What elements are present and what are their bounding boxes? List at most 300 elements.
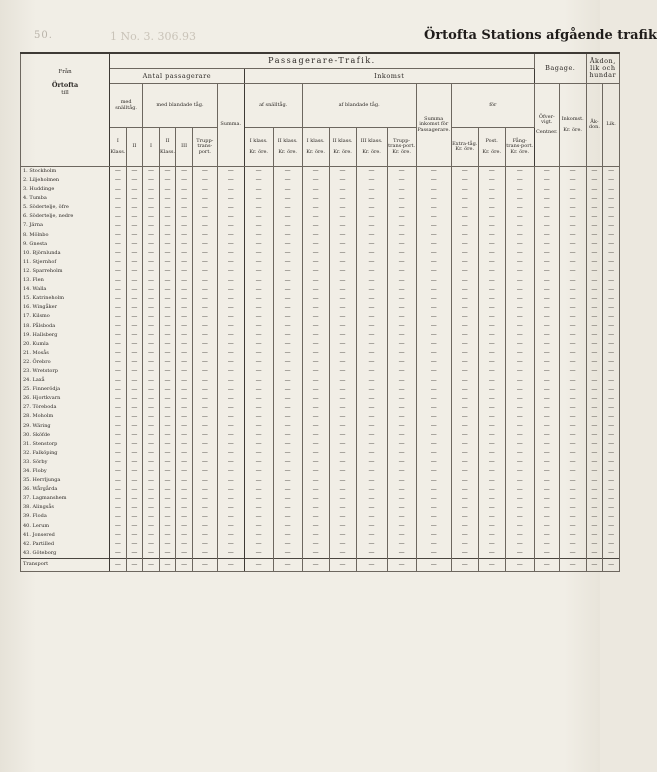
empty-cell-dash: — (387, 549, 416, 559)
empty-cell-dash: — (534, 349, 559, 358)
empty-cell-dash: — (451, 240, 478, 249)
empty-cell-dash: — (143, 531, 160, 540)
empty-cell-dash: — (451, 476, 478, 485)
empty-cell-dash: — (159, 249, 176, 258)
empty-cell-dash: — (559, 194, 586, 203)
passenger-traffic-header: Passagerare-Trafik. (110, 53, 535, 69)
empty-cell-dash: — (356, 222, 387, 231)
empty-cell-dash: — (126, 494, 143, 503)
empty-cell-dash: — (126, 540, 143, 549)
empty-cell-dash: — (478, 458, 505, 467)
empty-cell-dash: — (559, 467, 586, 476)
empty-cell-dash: — (586, 376, 603, 385)
empty-cell-dash: — (302, 531, 329, 540)
empty-cell-dash: — (126, 422, 143, 431)
empty-cell-dash: — (302, 294, 329, 303)
empty-cell-dash: — (416, 303, 451, 312)
empty-cell-dash: — (505, 440, 534, 449)
mixed-class-II: II Klass. (159, 128, 176, 167)
empty-cell-dash: — (387, 476, 416, 485)
empty-cell-dash: — (302, 313, 329, 322)
empty-cell-dash: — (217, 385, 244, 394)
empty-cell-dash: — (110, 394, 127, 403)
station-name: 2. Liljeholmen (21, 176, 110, 185)
empty-cell-dash: — (387, 167, 416, 177)
empty-cell-dash: — (451, 285, 478, 294)
empty-cell-dash: — (478, 322, 505, 331)
empty-cell-dash: — (302, 358, 329, 367)
page-number: 50. (34, 30, 53, 41)
empty-cell-dash: — (451, 313, 478, 322)
empty-cell-dash: — (559, 258, 586, 267)
empty-cell-dash: — (244, 349, 273, 358)
empty-cell-dash: — (505, 458, 534, 467)
empty-cell-dash: — (143, 340, 160, 349)
empty-cell-dash: — (356, 249, 387, 258)
empty-cell-dash: — (176, 176, 193, 185)
table-row (21, 167, 620, 177)
empty-cell-dash: — (478, 403, 505, 412)
empty-cell-dash: — (244, 494, 273, 503)
empty-cell-dash: — (387, 449, 416, 458)
empty-cell-dash: — (217, 285, 244, 294)
empty-cell-dash: — (586, 331, 603, 340)
empty-cell-dash: — (110, 531, 127, 540)
empty-cell-dash: — (586, 294, 603, 303)
empty-cell-dash: — (110, 231, 127, 240)
empty-cell-dash: — (176, 531, 193, 540)
empty-cell-dash: — (302, 403, 329, 412)
empty-cell-dash: — (559, 276, 586, 285)
empty-cell-dash: — (159, 194, 176, 203)
empty-cell-dash: — (244, 276, 273, 285)
empty-cell-dash: — (559, 449, 586, 458)
empty-cell-dash: — (217, 303, 244, 312)
empty-cell-dash: — (244, 513, 273, 522)
empty-cell-dash: — (451, 176, 478, 185)
empty-cell-dash: — (356, 285, 387, 294)
inc-mixed-II: II klass. Kr. öre. (329, 128, 356, 167)
empty-cell-dash: — (387, 340, 416, 349)
empty-cell-dash: — (586, 431, 603, 440)
empty-cell-dash: — (478, 176, 505, 185)
station-name: 1. Stockholm (21, 167, 110, 177)
empty-cell-dash: — (451, 403, 478, 412)
empty-cell-dash: — (451, 413, 478, 422)
empty-cell-dash: — (356, 485, 387, 494)
empty-cell-dash: — (159, 503, 176, 512)
empty-cell-dash: — (416, 176, 451, 185)
empty-cell-dash: — (356, 212, 387, 221)
empty-cell-dash: — (143, 258, 160, 267)
empty-cell-dash: — (478, 367, 505, 376)
empty-cell-dash: — (244, 540, 273, 549)
empty-cell-dash: — (192, 449, 217, 458)
empty-cell-dash: — (478, 285, 505, 294)
station-name: 7. Järna (21, 222, 110, 231)
empty-cell-dash: — (586, 394, 603, 403)
empty-cell-dash: — (244, 249, 273, 258)
empty-cell-dash: — (159, 485, 176, 494)
table-row (21, 303, 620, 312)
empty-cell-dash: — (387, 203, 416, 212)
empty-cell-dash: — (586, 194, 603, 203)
empty-cell-dash: — (356, 476, 387, 485)
empty-cell-dash: — (387, 367, 416, 376)
overweight-header (534, 84, 559, 167)
empty-cell-dash: — (159, 476, 176, 485)
table-row (21, 440, 620, 449)
empty-cell-dash: — (586, 559, 603, 572)
empty-cell-dash: — (110, 294, 127, 303)
station-name: 14. Walla (21, 285, 110, 294)
vehicles-header: Åkdon, lik och hundar (586, 53, 619, 84)
empty-cell-dash: — (534, 222, 559, 231)
empty-cell-dash: — (416, 503, 451, 512)
empty-cell-dash: — (302, 476, 329, 485)
station-name: 21. Mosås (21, 349, 110, 358)
empty-cell-dash: — (244, 313, 273, 322)
empty-cell-dash: — (534, 176, 559, 185)
empty-cell-dash: — (244, 185, 273, 194)
empty-cell-dash: — (478, 531, 505, 540)
empty-cell-dash: — (143, 540, 160, 549)
empty-cell-dash: — (451, 559, 478, 572)
empty-cell-dash: — (302, 522, 329, 531)
empty-cell-dash: — (244, 422, 273, 431)
table-row (21, 449, 620, 458)
empty-cell-dash: — (217, 258, 244, 267)
empty-cell-dash: — (244, 340, 273, 349)
empty-cell-dash: — (302, 422, 329, 431)
empty-cell-dash: — (126, 331, 143, 340)
empty-cell-dash: — (387, 176, 416, 185)
table-row (21, 385, 620, 394)
empty-cell-dash: — (273, 322, 302, 331)
empty-cell-dash: — (126, 176, 143, 185)
empty-cell-dash: — (387, 385, 416, 394)
empty-cell-dash: — (603, 249, 620, 258)
empty-cell-dash: — (176, 513, 193, 522)
empty-cell-dash: — (505, 559, 534, 572)
station-name: 34. Floby (21, 467, 110, 476)
empty-cell-dash: — (329, 394, 356, 403)
empty-cell-dash: — (534, 458, 559, 467)
inc-mixed-III: III klass. Kr. öre. (356, 128, 387, 167)
empty-cell-dash: — (329, 231, 356, 240)
empty-cell-dash: — (110, 549, 127, 559)
empty-cell-dash: — (273, 349, 302, 358)
empty-cell-dash: — (192, 349, 217, 358)
empty-cell-dash: — (329, 549, 356, 559)
empty-cell-dash: — (143, 431, 160, 440)
empty-cell-dash: — (192, 431, 217, 440)
empty-cell-dash: — (110, 285, 127, 294)
empty-cell-dash: — (387, 276, 416, 285)
empty-cell-dash: — (534, 231, 559, 240)
empty-cell-dash: — (387, 258, 416, 267)
empty-cell-dash: — (534, 376, 559, 385)
empty-cell-dash: — (244, 559, 273, 572)
empty-cell-dash: — (329, 485, 356, 494)
empty-cell-dash: — (416, 358, 451, 367)
empty-cell-dash: — (244, 467, 273, 476)
empty-cell-dash: — (143, 485, 160, 494)
empty-cell-dash: — (534, 440, 559, 449)
empty-cell-dash: — (559, 231, 586, 240)
empty-cell-dash: — (387, 559, 416, 572)
table-row (21, 313, 620, 322)
to-label: till (61, 89, 69, 96)
empty-cell-dash: — (143, 203, 160, 212)
empty-cell-dash: — (143, 349, 160, 358)
empty-cell-dash: — (192, 540, 217, 549)
empty-cell-dash: — (416, 494, 451, 503)
empty-cell-dash: — (478, 440, 505, 449)
empty-cell-dash: — (478, 249, 505, 258)
table-row (21, 458, 620, 467)
empty-cell-dash: — (505, 258, 534, 267)
empty-cell-dash: — (603, 194, 620, 203)
empty-cell-dash: — (143, 194, 160, 203)
empty-cell-dash: — (159, 513, 176, 522)
empty-cell-dash: — (559, 331, 586, 340)
empty-cell-dash: — (244, 440, 273, 449)
empty-cell-dash: — (217, 485, 244, 494)
empty-cell-dash: — (126, 449, 143, 458)
empty-cell-dash: — (302, 431, 329, 440)
empty-cell-dash: — (478, 222, 505, 231)
empty-cell-dash: — (329, 194, 356, 203)
station-name: 23. Wretstorp (21, 367, 110, 376)
empty-cell-dash: — (451, 358, 478, 367)
empty-cell-dash: — (302, 385, 329, 394)
empty-cell-dash: — (143, 476, 160, 485)
empty-cell-dash: — (126, 349, 143, 358)
station-name: 32. Falköping (21, 449, 110, 458)
empty-cell-dash: — (505, 331, 534, 340)
empty-cell-dash: — (586, 503, 603, 512)
empty-cell-dash: — (416, 458, 451, 467)
empty-cell-dash: — (534, 422, 559, 431)
empty-cell-dash: — (559, 322, 586, 331)
empty-cell-dash: — (356, 167, 387, 177)
station-name: 28. Moholm (21, 413, 110, 422)
empty-cell-dash: — (356, 385, 387, 394)
empty-cell-dash: — (534, 559, 559, 572)
empty-cell-dash: — (559, 440, 586, 449)
empty-cell-dash: — (534, 294, 559, 303)
empty-cell-dash: — (603, 176, 620, 185)
empty-cell-dash: — (159, 212, 176, 221)
empty-cell-dash: — (192, 422, 217, 431)
empty-cell-dash: — (110, 559, 127, 572)
empty-cell-dash: — (416, 294, 451, 303)
empty-cell-dash: — (505, 240, 534, 249)
empty-cell-dash: — (192, 313, 217, 322)
empty-cell-dash: — (586, 276, 603, 285)
empty-cell-dash: — (505, 303, 534, 312)
table-row (21, 240, 620, 249)
empty-cell-dash: — (126, 303, 143, 312)
station-name: 30. Sköfde (21, 431, 110, 440)
empty-cell-dash: — (534, 285, 559, 294)
empty-cell-dash: — (478, 503, 505, 512)
empty-cell-dash: — (329, 513, 356, 522)
empty-cell-dash: — (478, 394, 505, 403)
station-name: 37. Lagmanshem (21, 494, 110, 503)
empty-cell-dash: — (559, 167, 586, 177)
empty-cell-dash: — (387, 212, 416, 221)
empty-cell-dash: — (176, 522, 193, 531)
empty-cell-dash: — (302, 203, 329, 212)
table-row (21, 249, 620, 258)
empty-cell-dash: — (451, 167, 478, 177)
empty-cell-dash: — (505, 212, 534, 221)
empty-cell-dash: — (143, 331, 160, 340)
transport-total-row (21, 559, 620, 572)
empty-cell-dash: — (176, 431, 193, 440)
table-row (21, 413, 620, 422)
baggage-income-label: Inkomst. (561, 116, 584, 123)
empty-cell-dash: — (302, 394, 329, 403)
empty-cell-dash: — (217, 422, 244, 431)
empty-cell-dash: — (217, 458, 244, 467)
troop-transport-count: Trupp-trans-port. (192, 128, 217, 167)
empty-cell-dash: — (110, 376, 127, 385)
empty-cell-dash: — (329, 358, 356, 367)
table-row (21, 340, 620, 349)
empty-cell-dash: — (244, 476, 273, 485)
empty-cell-dash: — (192, 531, 217, 540)
empty-cell-dash: — (159, 458, 176, 467)
empty-cell-dash: — (387, 440, 416, 449)
empty-cell-dash: — (451, 222, 478, 231)
empty-cell-dash: — (559, 185, 586, 194)
empty-cell-dash: — (451, 367, 478, 376)
empty-cell-dash: — (244, 167, 273, 177)
empty-cell-dash: — (559, 494, 586, 503)
empty-cell-dash: — (143, 276, 160, 285)
empty-cell-dash: — (302, 367, 329, 376)
empty-cell-dash: — (302, 258, 329, 267)
table-row (21, 549, 620, 559)
empty-cell-dash: — (559, 503, 586, 512)
empty-cell-dash: — (273, 531, 302, 540)
empty-cell-dash: — (387, 194, 416, 203)
empty-cell-dash: — (273, 249, 302, 258)
empty-cell-dash: — (126, 549, 143, 559)
empty-cell-dash: — (244, 303, 273, 312)
empty-cell-dash: — (534, 449, 559, 458)
empty-cell-dash: — (505, 394, 534, 403)
empty-cell-dash: — (159, 522, 176, 531)
station-name: 18. Pålsboda (21, 322, 110, 331)
centner-label: Centner. (535, 129, 558, 136)
empty-cell-dash: — (559, 340, 586, 349)
empty-cell-dash: — (329, 322, 356, 331)
empty-cell-dash: — (302, 349, 329, 358)
empty-cell-dash: — (387, 222, 416, 231)
empty-cell-dash: — (329, 559, 356, 572)
empty-cell-dash: — (416, 285, 451, 294)
empty-cell-dash: — (126, 485, 143, 494)
empty-cell-dash: — (143, 367, 160, 376)
empty-cell-dash: — (416, 194, 451, 203)
empty-cell-dash: — (192, 340, 217, 349)
empty-cell-dash: — (416, 422, 451, 431)
empty-cell-dash: — (273, 358, 302, 367)
empty-cell-dash: — (416, 276, 451, 285)
empty-cell-dash: — (159, 222, 176, 231)
empty-cell-dash: — (110, 440, 127, 449)
empty-cell-dash: — (126, 531, 143, 540)
empty-cell-dash: — (143, 231, 160, 240)
empty-cell-dash: — (356, 331, 387, 340)
empty-cell-dash: — (356, 413, 387, 422)
empty-cell-dash: — (478, 331, 505, 340)
empty-cell-dash: — (329, 331, 356, 340)
empty-cell-dash: — (176, 540, 193, 549)
empty-cell-dash: — (505, 358, 534, 367)
empty-cell-dash: — (534, 313, 559, 322)
empty-cell-dash: — (603, 540, 620, 549)
empty-cell-dash: — (110, 494, 127, 503)
empty-cell-dash: — (217, 503, 244, 512)
empty-cell-dash: — (143, 322, 160, 331)
empty-cell-dash: — (110, 513, 127, 522)
empty-cell-dash: — (478, 467, 505, 476)
empty-cell-dash: — (329, 540, 356, 549)
empty-cell-dash: — (302, 222, 329, 231)
empty-cell-dash: — (126, 322, 143, 331)
empty-cell-dash: — (176, 376, 193, 385)
empty-cell-dash: — (586, 540, 603, 549)
empty-cell-dash: — (244, 413, 273, 422)
empty-cell-dash: — (586, 340, 603, 349)
empty-cell-dash: — (244, 522, 273, 531)
empty-cell-dash: — (387, 331, 416, 340)
empty-cell-dash: — (244, 331, 273, 340)
empty-cell-dash: — (505, 513, 534, 522)
empty-cell-dash: — (110, 203, 127, 212)
station-name: 41. Jonsered (21, 531, 110, 540)
empty-cell-dash: — (416, 385, 451, 394)
empty-cell-dash: — (416, 485, 451, 494)
empty-cell-dash: — (176, 476, 193, 485)
empty-cell-dash: — (478, 231, 505, 240)
empty-cell-dash: — (603, 358, 620, 367)
empty-cell-dash: — (217, 522, 244, 531)
empty-cell-dash: — (559, 303, 586, 312)
empty-cell-dash: — (244, 231, 273, 240)
empty-cell-dash: — (176, 559, 193, 572)
empty-cell-dash: — (244, 376, 273, 385)
empty-cell-dash: — (356, 422, 387, 431)
empty-cell-dash: — (387, 413, 416, 422)
empty-cell-dash: — (586, 349, 603, 358)
empty-cell-dash: — (329, 258, 356, 267)
empty-cell-dash: — (451, 258, 478, 267)
empty-cell-dash: — (143, 358, 160, 367)
table-row (21, 185, 620, 194)
empty-cell-dash: — (416, 559, 451, 572)
empty-cell-dash: — (176, 267, 193, 276)
inc-post: Post. Kr. öre. (478, 128, 505, 167)
empty-cell-dash: — (192, 203, 217, 212)
traffic-ledger-table (20, 52, 620, 572)
empty-cell-dash: — (192, 194, 217, 203)
